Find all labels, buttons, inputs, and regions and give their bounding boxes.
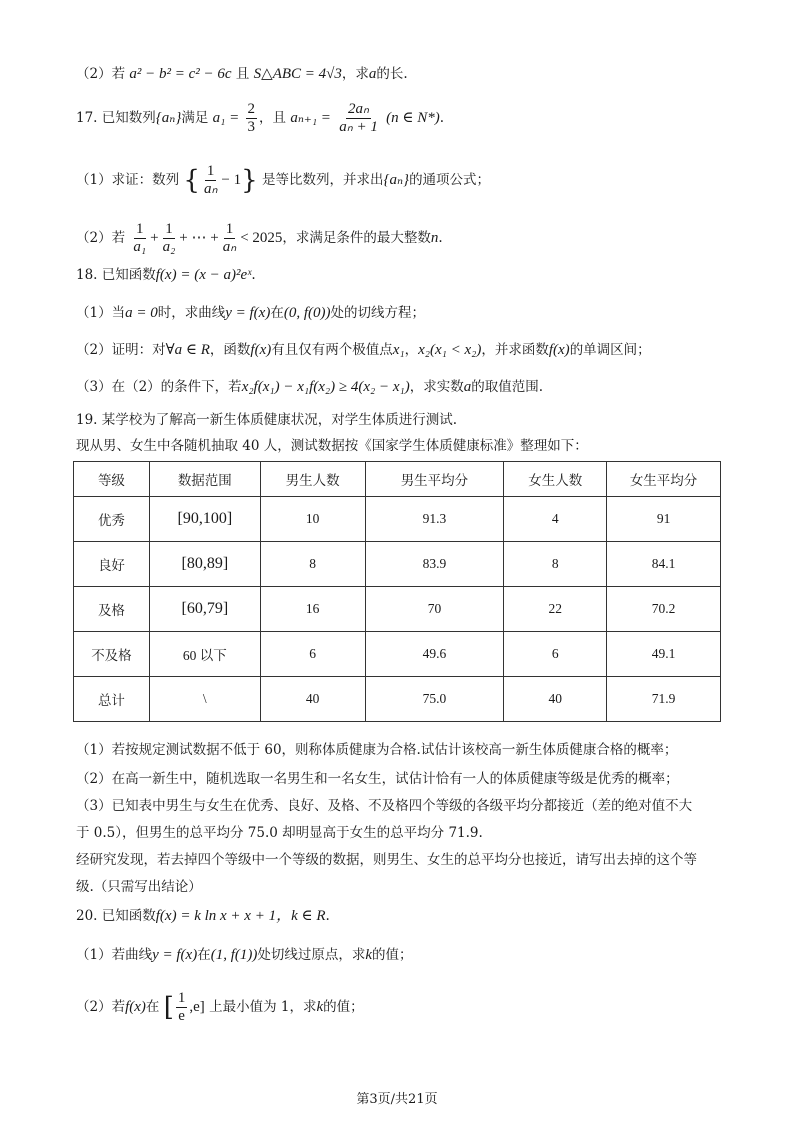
q19-part3-line2: 于 0.5），但男生的总平均分 75.0 却明显高于女生的总平均分 71.9. (76, 825, 483, 841)
q20-interval-fraction: $\frac{1}{e}$ (177, 990, 186, 1024)
q18-part2: （2）证明：对∀a ∈ R，函数f(x)有且仅有两个极值点x₁，x₂(x₁ < x₂)，并求函数f(x)的单调区间； (76, 342, 651, 358)
q19-stem-line1: 19. 某学校为了解高一新生体质健康状况，对学生体质进行测试. (76, 412, 458, 428)
q17-a1-fraction: $\frac{2}{3}$ (247, 101, 256, 135)
q19-part2: （2）在高一新生中，随机选取一名男生和一名女生，试估计恰有一人的体质健康等级是优秀的概率； (76, 771, 679, 787)
table-row: 优秀 [90,100] 10 91.3 4 91 (74, 497, 721, 542)
page-footer: 第3页/共21页 (356, 1092, 438, 1107)
table-header: 男生平均分 (365, 462, 504, 497)
q19-part3-line4: 级.（只需写出结论） (76, 879, 202, 895)
q18-stem: 18. 已知函数f(x) = (x − a)²eˣ. (76, 267, 256, 283)
q19-part3-line3: 经研究发现，若去掉四个等级中一个等级的数据，则男生、女生的总平均分也接近，请写出去掉的这个等 (76, 852, 697, 868)
fitness-table (73, 461, 721, 722)
q17-part1-fraction: $\frac{1}{\text{aₙ}}$ (203, 163, 218, 197)
q20-function: f(x) = k ln x + x + 1，k ∈ R (155, 908, 326, 924)
table-row: 不及格 60 以下 6 49.6 6 49.1 (74, 632, 721, 677)
table-row: 良好 [80,89] 8 83.9 8 84.1 (74, 542, 721, 587)
table-row: 总计 \ 40 75.0 40 71.9 (74, 677, 721, 722)
q20-stem: 20. 已知函数f(x) = k ln x + x + 1，k ∈ R. (76, 908, 330, 924)
q17-recurrence-fraction: $\frac{\text{2aₙ}}{\text{aₙ + 1}}$ (339, 101, 378, 135)
q18-function: f(x) = (x − a)²eˣ (155, 267, 252, 283)
q19-part1: （1）若按规定测试数据不低于 60，则称体质健康为合格.试估计该校高一新生体质健康合格的概率； (76, 742, 678, 758)
q17-stem: 17. 已知数列{aₙ}满足 a₁ = $\frac{2}{3}$ ，且 aₙ₊₁ = $\frac{\text{2aₙ}}{\text{aₙ + 1}}$ (n ∈ N*). (76, 101, 445, 135)
table-header: 女生人数 (504, 462, 607, 497)
q20-part1: （1）若曲线y = f(x)在(1, f(1))处切线过原点，求k的值； (76, 947, 413, 963)
table-header: 女生平均分 (607, 462, 721, 497)
table-header: 数据范围 (149, 462, 260, 497)
q16-condition: a² − b² = c² − 6c (129, 66, 232, 82)
q17-part2: （2）若 $\frac{1}{\text{a₁}}$ + $\frac{1}{\text{a₂}}$ + ⋯ + $\frac{1}{\text{aₙ}}$ < 2025，求满足条件的最大整数n. (76, 221, 443, 255)
q18-part1: （1）当a = 0时，求曲线y = f(x)在(0, f(0))处的切线方程； (76, 305, 425, 321)
table-row: 及格 [60,79] 16 70 22 70.2 (74, 587, 721, 632)
table-header: 等级 (74, 462, 150, 497)
q18-part3: （3）在（2）的条件下，若x₂f(x₁) − x₁f(x₂) ≥ 4(x₂ − x₁)，求实数a的取值范围. (76, 379, 544, 395)
q17-part1: （1）求证：数列 { $\frac{1}{\text{aₙ}}$ − 1} 是等比数列，并求出{aₙ}的通项公式； (76, 163, 491, 197)
q16-area: S△ABC = 4√3 (253, 66, 342, 82)
table-header: 男生人数 (260, 462, 365, 497)
table-header-row (74, 462, 721, 497)
q20-part2: （2）若f(x)在 [ $\frac{1}{e}$ ,e] 上最小值为 1，求k的值； (76, 990, 364, 1024)
q19-part3-line1: （3）已知表中男生与女生在优秀、良好、及格、不及格四个等级的各级平均分都接近（差的绝对值不大 (76, 798, 693, 814)
q16-part2: （2）若 a² − b² = c² − 6c 且 S△ABC = 4√3，求a的长. (76, 66, 408, 82)
q19-stem-line2: 现从男、女生中各随机抽取 40 人，测试数据按《国家学生体质健康标准》整理如下： (76, 438, 588, 454)
